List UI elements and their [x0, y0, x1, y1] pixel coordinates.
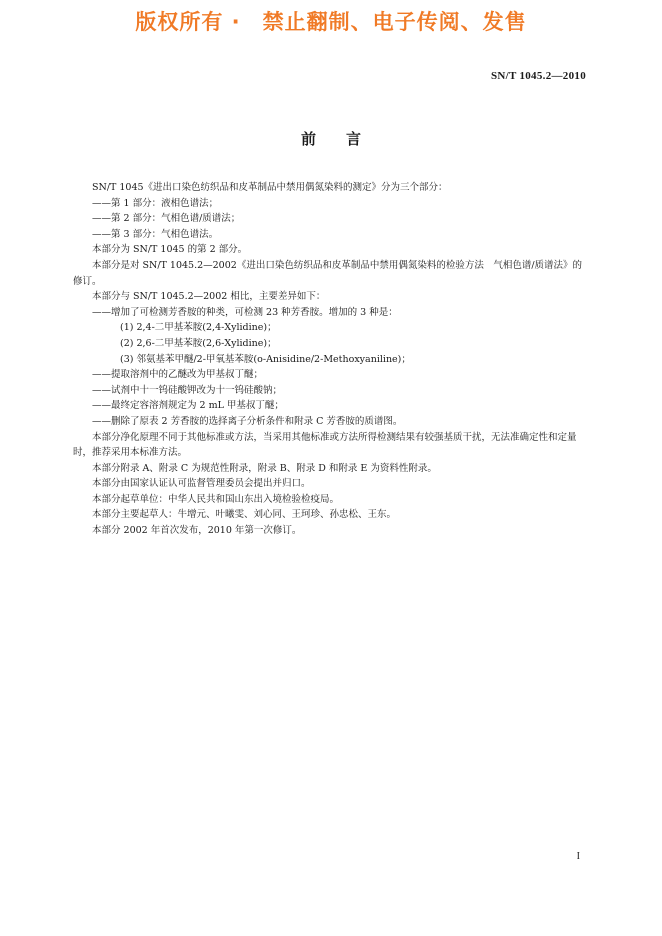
foreword-paragraph: ——第 2 部分：气相色谱/质谱法；: [92, 213, 241, 225]
page-title: [0, 128, 662, 149]
foreword-paragraph: 本部分由国家认证认可监督管理委员会提出并归口。: [92, 478, 311, 490]
title-right-char: 言: [346, 130, 362, 148]
copyright-banner: 版权所有 · 禁止翻制、电子传阅、发售: [135, 10, 527, 34]
title-left-char: 前: [300, 130, 316, 148]
foreword-paragraph: ——第 3 部分：气相色谱法。: [92, 228, 219, 240]
foreword-paragraph: ——第 1 部分：液相色谱法；: [92, 197, 219, 209]
page-number: I: [576, 851, 580, 862]
foreword-paragraph: ——提取溶剂中的乙醚改为甲基叔丁醚；: [92, 369, 264, 381]
foreword-paragraph: ——增加了可检测芳香胺的种类，可检测 23 种芳香胺。增加的 3 种是：: [92, 306, 398, 318]
foreword-paragraph: SN/T 1045《进出口染色纺织品和皮革制品中禁用偶氮染料的测定》分为三个部分：: [92, 182, 448, 193]
foreword-paragraph: (1) 2,4-二甲基苯胺(2,4-Xylidine)；: [120, 322, 277, 334]
foreword-body: [73, 180, 591, 539]
foreword-paragraph: 本部分净化原理不同于其他标准或方法，当采用其他标准或方法所得检测结果有较强基质干扰，无法准确定性和定量时，推荐采用本标准方法。: [73, 431, 577, 459]
foreword-paragraph: 本部分为 SN/T 1045 的第 2 部分。: [92, 244, 248, 256]
foreword-paragraph: 本部分附录 A、附录 C 为规范性附录，附录 B、附录 D 和附录 E 为资料性附录。: [92, 462, 437, 474]
foreword-paragraph: ——删除了原表 2 芳香胺的选择离子分析条件和附录 C 芳香胺的质谱图。: [92, 415, 403, 427]
foreword-paragraph: ——试剂中十一钨硅酸钾改为十一钨硅酸钠；: [92, 384, 283, 396]
foreword-paragraph: ——最终定容溶剂规定为 2 mL 甲基叔丁醚；: [92, 400, 284, 412]
foreword-paragraph: (2) 2,6-二甲基苯胺(2,6-Xylidine)；: [120, 337, 277, 349]
foreword-paragraph: 本部分 2002 年首次发布，2010 年第一次修订。: [92, 525, 302, 537]
foreword-paragraph: 本部分主要起草人：牛增元、叶曦雯、刘心同、王珂珍、孙忠松、王东。: [92, 509, 397, 521]
foreword-paragraph: 本部分与 SN/T 1045.2—2002 相比，主要差异如下：: [92, 291, 326, 303]
foreword-paragraph: 本部分是对 SN/T 1045.2—2002《进出口染色纺织品和皮革制品中禁用偶氮染料的检验方法 气相色谱/质谱法》的修订。: [73, 259, 583, 287]
foreword-paragraph: 本部分起草单位：中华人民共和国山东出入境检验检疫局。: [92, 493, 340, 505]
foreword-paragraph: (3) 邻氨基苯甲醚/2-甲氧基苯胺(o-Anisidine/2-Methoxyaniline)；: [120, 353, 411, 365]
standard-code: SN/T 1045.2—2010: [490, 70, 586, 82]
